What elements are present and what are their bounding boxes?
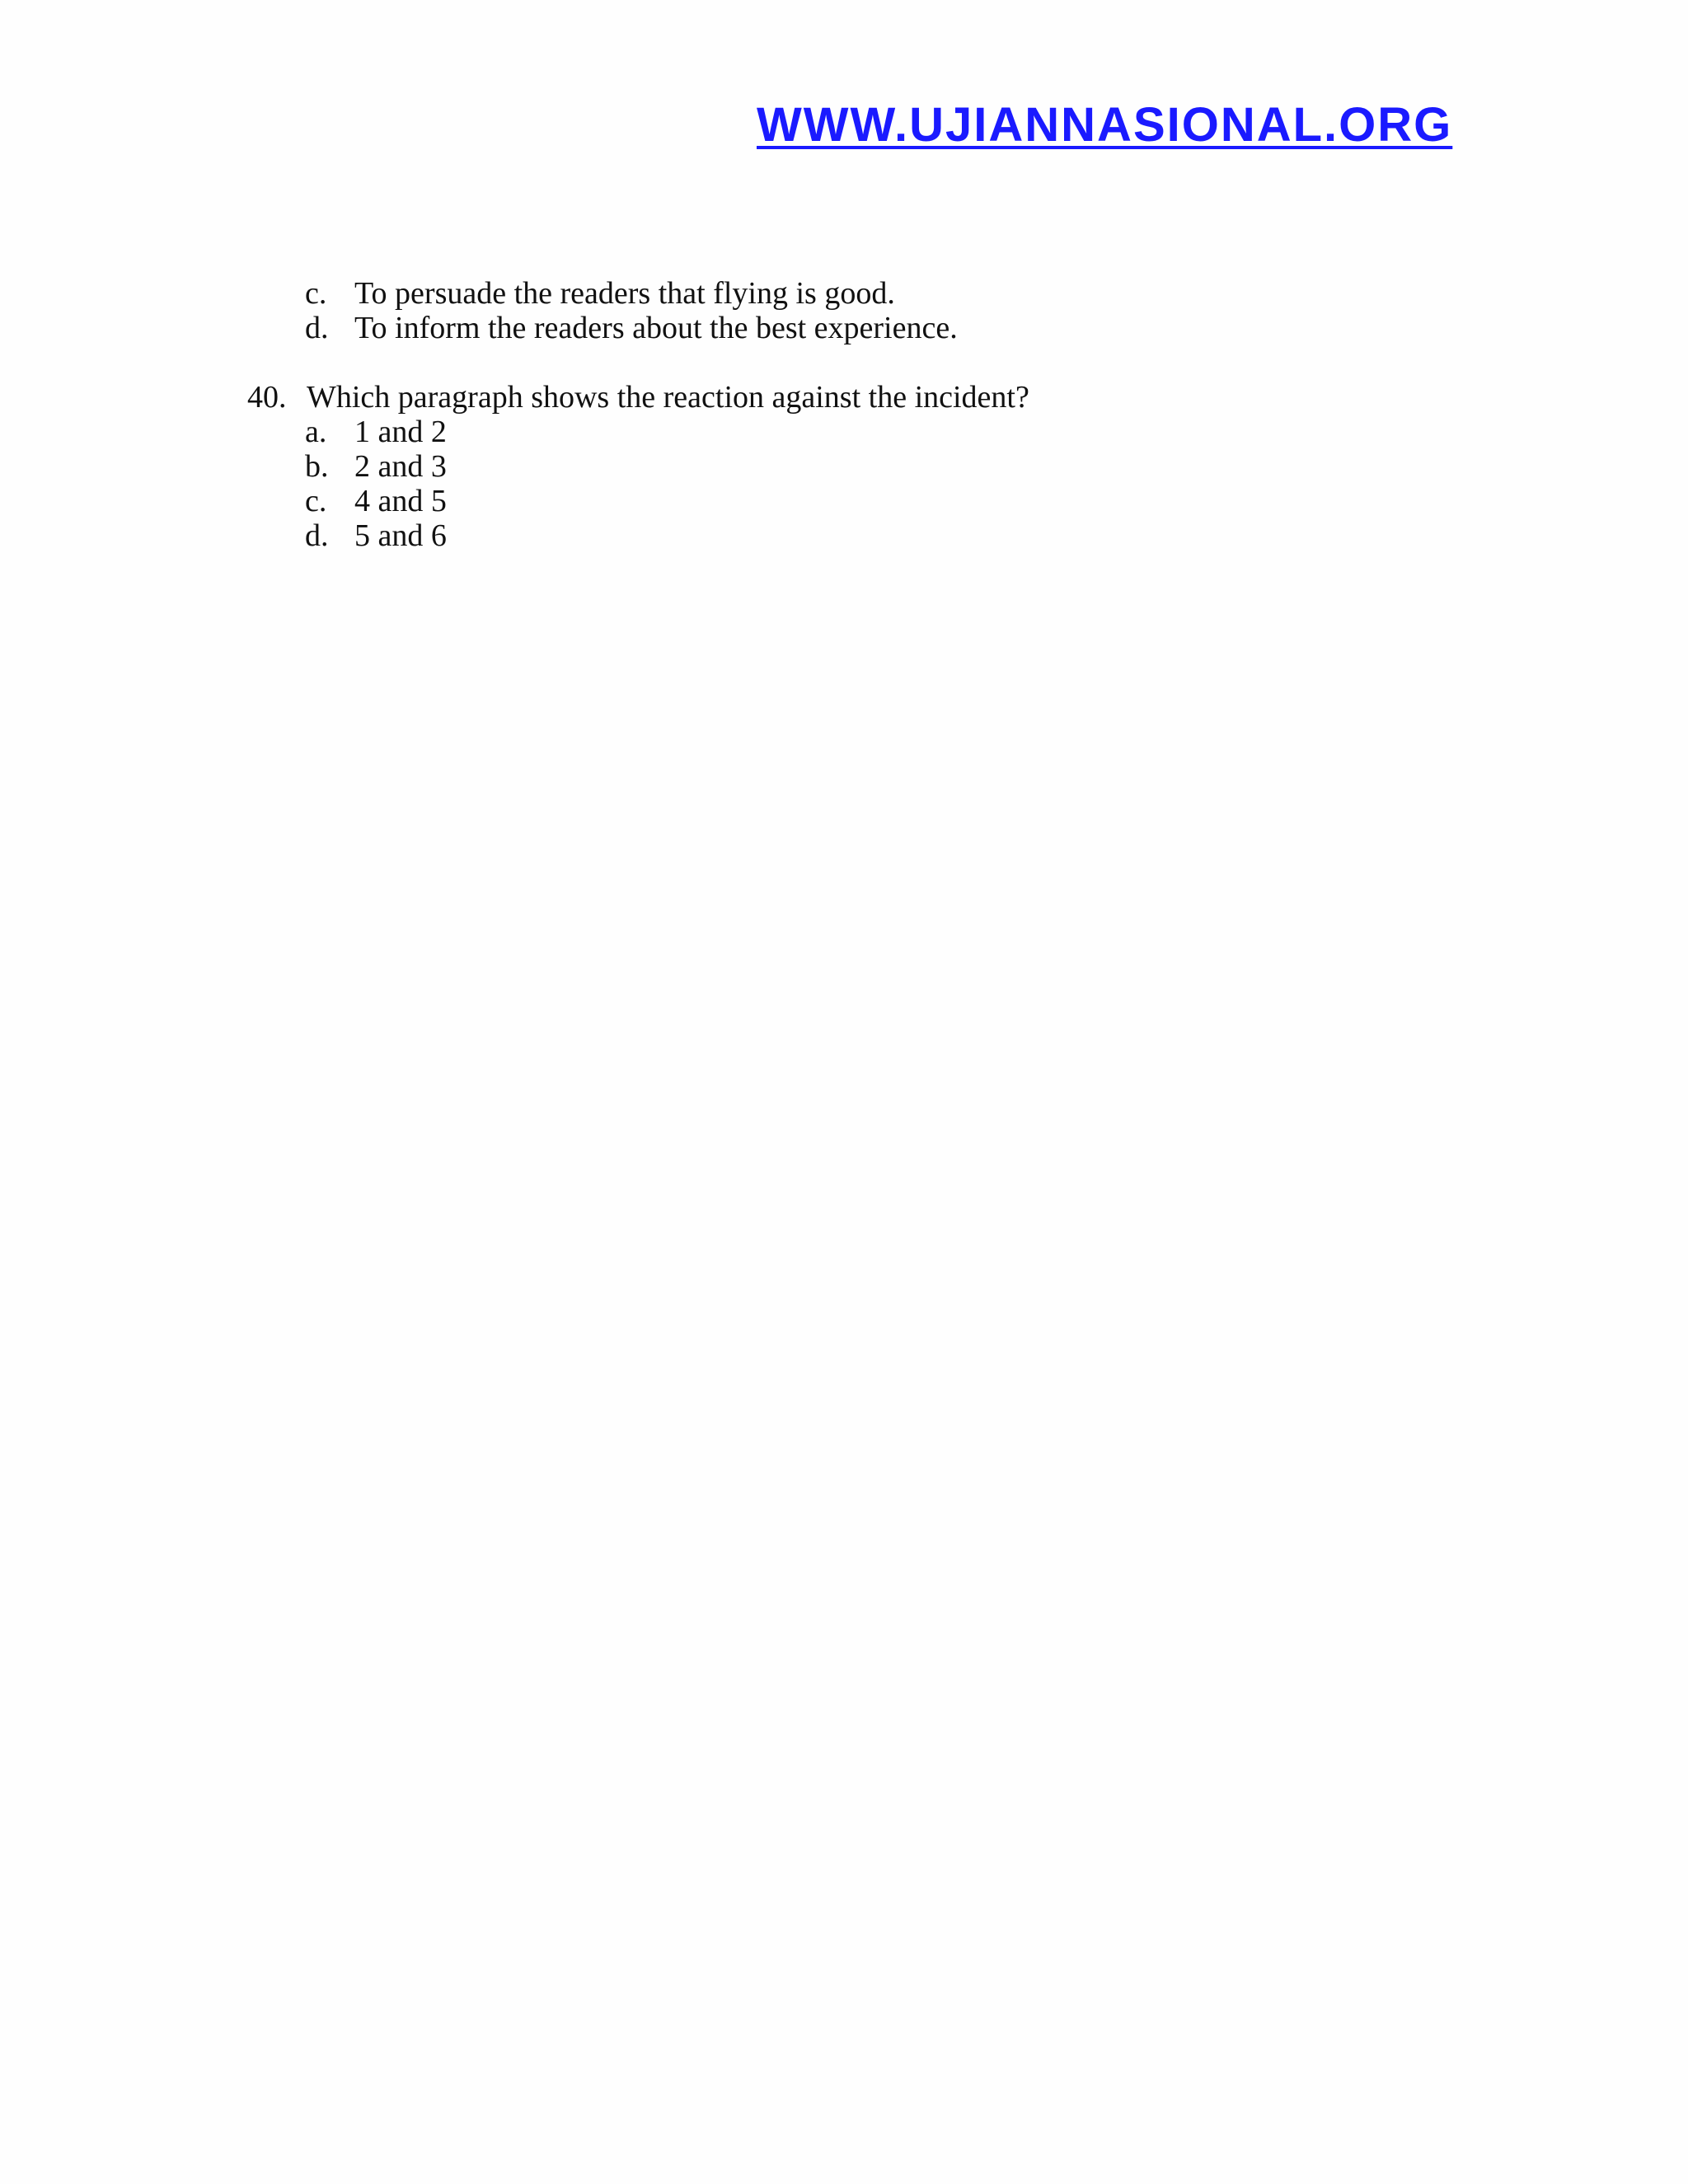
option-text: To persuade the readers that flying is good. — [354, 276, 895, 311]
option-text: To inform the readers about the best experience. — [354, 311, 958, 345]
option-text: 1 and 2 — [354, 415, 447, 449]
option-letter: a. — [305, 415, 327, 449]
option-letter: c. — [305, 276, 327, 311]
option-text: 5 and 6 — [354, 518, 447, 553]
option-text: 4 and 5 — [354, 484, 447, 518]
option-text: 2 and 3 — [354, 449, 447, 484]
option-letter: b. — [305, 449, 329, 484]
option-letter: c. — [305, 484, 327, 518]
option-letter: d. — [305, 311, 329, 345]
question-text: Which paragraph shows the reaction against the incident? — [307, 380, 1029, 415]
question-number: 40. — [247, 380, 287, 415]
option-letter: d. — [305, 518, 329, 553]
site-link[interactable]: WWW.UJIANNASIONAL.ORG — [757, 98, 1453, 152]
